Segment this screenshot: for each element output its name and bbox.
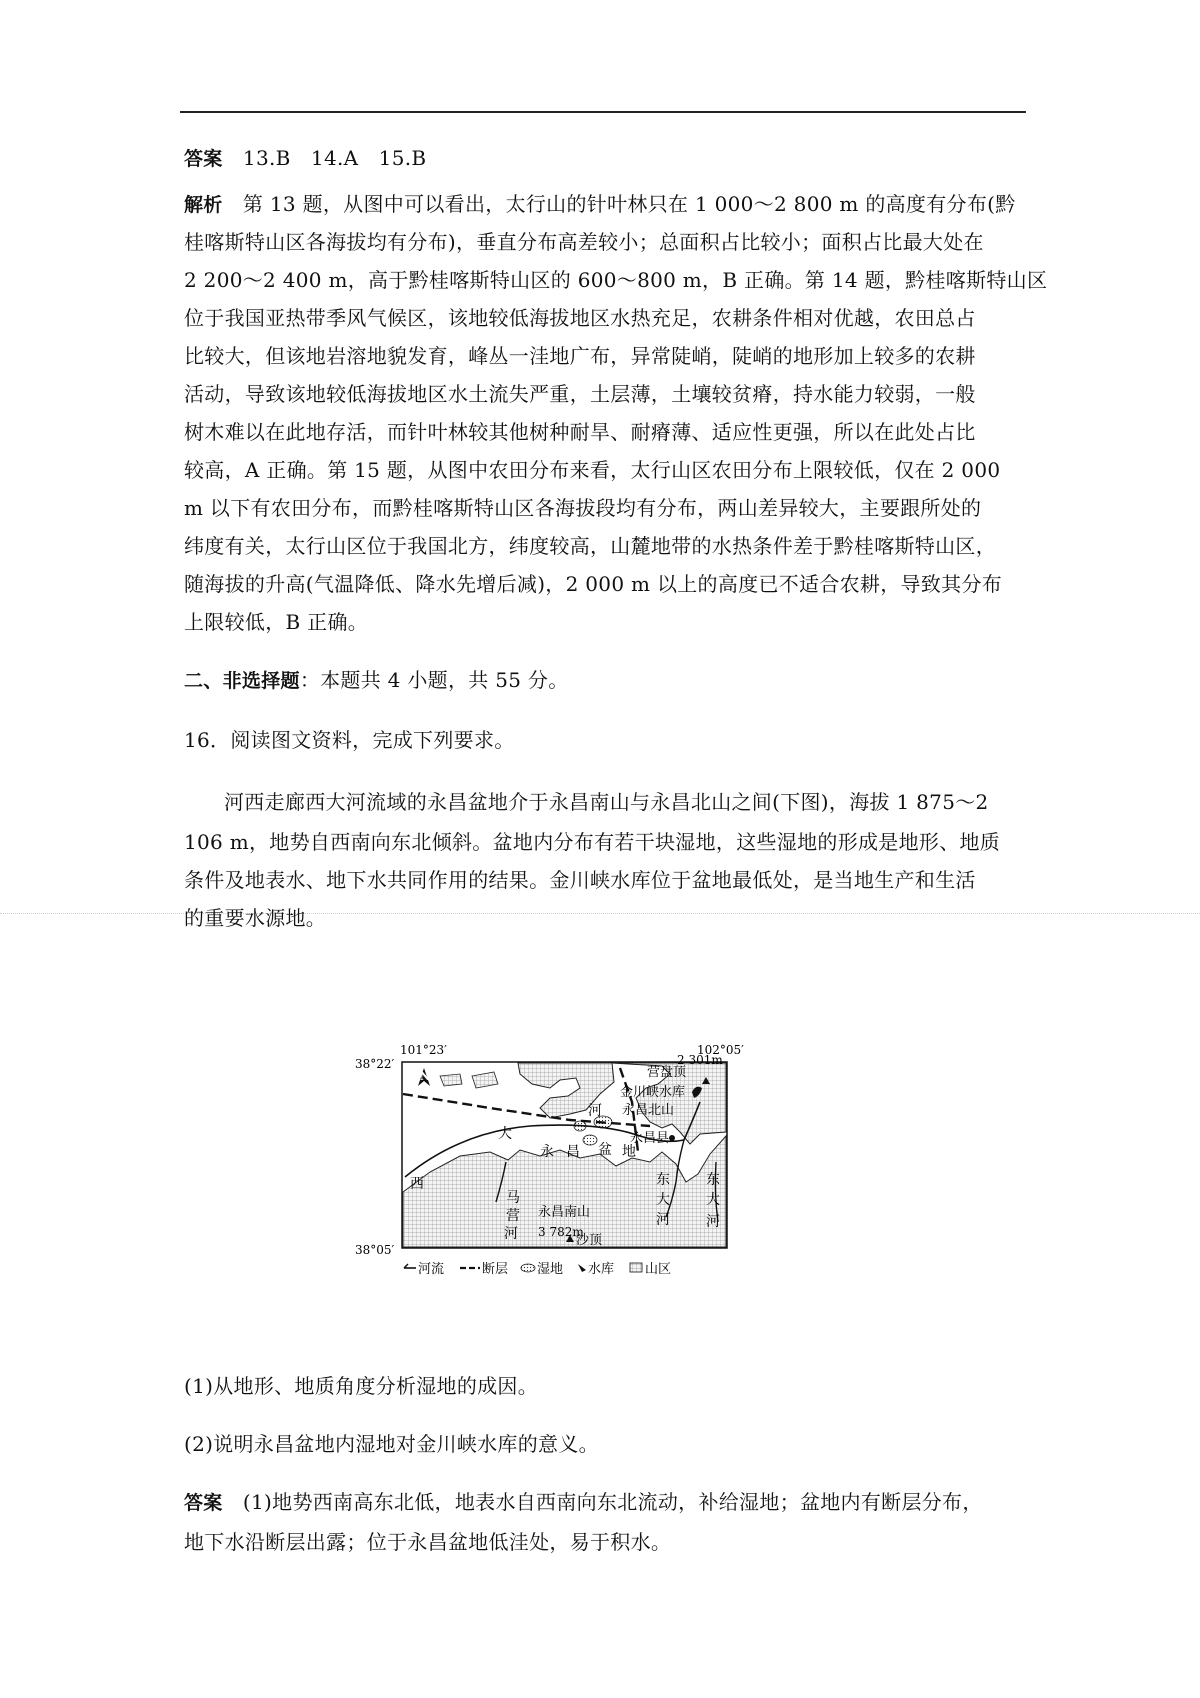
analysis-line-3: 2 200～2 400 m，高于黔桂喀斯特山区的 600～800 m，B 正确。第 14 题，黔桂喀斯特山区 bbox=[184, 268, 1048, 292]
question-1: (1)从地形、地质角度分析湿地的成因。 bbox=[184, 1374, 539, 1398]
map-legend bbox=[404, 1261, 671, 1277]
label-e-da: 大 bbox=[706, 1192, 720, 1208]
legend-fault: 断层 bbox=[482, 1262, 509, 1277]
label-e-dong: 东 bbox=[706, 1172, 720, 1188]
label-di: 地 bbox=[622, 1144, 636, 1160]
passage-line-4: 的重要水源地。 bbox=[184, 906, 327, 930]
label-e-he: 河 bbox=[706, 1214, 720, 1230]
legend-reservoir-icon bbox=[578, 1264, 586, 1272]
analysis-line-8: 较高，A 正确。第 15 题，从图中农田分布来看，太行山区农田分布上限较低，仅在 2 000 bbox=[184, 458, 1001, 482]
legend-river: 河流 bbox=[418, 1262, 445, 1277]
analysis-line-6: 活动，导致该地较低海拔地区水土流失严重，土层薄，土壤较贫瘠，持水能力较弱，一般 bbox=[184, 382, 976, 406]
answer2-line-2: 地下水沿断层出露；位于永昌盆地低洼处，易于积水。 bbox=[184, 1530, 672, 1554]
question-16-title: 16．阅读图文资料，完成下列要求。 bbox=[184, 728, 515, 752]
coord-top-lat: 38°22′ bbox=[355, 1057, 395, 1071]
label-dong-da: 大 bbox=[656, 1192, 670, 1208]
label-yingpanding-elev: 2 301m bbox=[677, 1053, 723, 1067]
label-ma: 马 bbox=[506, 1190, 520, 1206]
label-jinchuanxia: 金川峡水库 bbox=[620, 1085, 686, 1100]
analysis-line-5: 比较大，但该地岩溶地貌发育，峰丛一洼地广布，异常陡峭，陡峭的地形加上较多的农耕 bbox=[184, 344, 976, 368]
header-rule bbox=[180, 111, 1026, 113]
label-shading-elev: 3 782m bbox=[538, 1225, 584, 1239]
answer2-text: (1)地势西南高东北低，地表水自西南向东北流动，补给湿地；盆地内有断层分布， bbox=[242, 1490, 983, 1514]
analysis-line-9: m 以下有农田分布，而黔桂喀斯特山区各海拔段均有分布，两山差异较大，主要跟所处的 bbox=[184, 496, 982, 520]
legend-mountain: 山区 bbox=[645, 1262, 672, 1277]
question-2: (2)说明永昌盆地内湿地对金川峡水库的意义。 bbox=[184, 1432, 599, 1456]
label-xi: 西 bbox=[410, 1176, 424, 1192]
passage-line-1: 河西走廊西大河流域的永昌盆地介于永昌南山与永昌北山之间(下图)，海拔 1 875～2 bbox=[224, 790, 989, 814]
label-chang: 昌 bbox=[566, 1144, 580, 1160]
label-pen: 盆 bbox=[598, 1142, 612, 1158]
label-dong-he: 河 bbox=[656, 1212, 670, 1228]
yongchang-basin-map bbox=[355, 1032, 802, 1300]
legend-wetland-icon bbox=[521, 1264, 535, 1272]
coord-bottom-lat: 38°05′ bbox=[355, 1243, 395, 1257]
coord-right-lon: 102°05′ bbox=[697, 1043, 744, 1057]
passage-line-2: 106 m，地势自西南向东北倾斜。盆地内分布有若干块湿地，这些湿地的形成是地形、地质 bbox=[184, 830, 1001, 854]
coord-left-lon: 101°23′ bbox=[400, 1043, 447, 1057]
analysis-text: 第 13 题，从图中可以看出，太行山的针叶林只在 1 000～2 800 m 的高度有分布(黔 bbox=[242, 192, 1016, 216]
answer-label: 答案 bbox=[184, 148, 223, 170]
analysis-line-2: 桂喀斯特山区各海拔均有分布)，垂直分布高差较小；总面积占比较小；面积占比最大处在 bbox=[184, 230, 984, 254]
label-ying: 营 bbox=[506, 1208, 520, 1224]
analysis-line-11: 随海拔的升高(气温降低、降水先增后减)，2 000 m 以上的高度已不适合农耕，导致其分布 bbox=[184, 572, 1003, 596]
label-he: 河 bbox=[588, 1103, 602, 1119]
page-divider bbox=[0, 913, 1200, 914]
section-text: ：本题共 4 小题，共 55 分。 bbox=[299, 668, 569, 692]
analysis-line-12: 上限较低，B 正确。 bbox=[184, 610, 369, 634]
answer-text: 13.B 14.A 15.B bbox=[242, 146, 427, 170]
label-ma-he: 河 bbox=[504, 1226, 518, 1242]
passage-line-3: 条件及地表水、地下水共同作用的结果。金川峡水库位于盆地最低处，是当地生产和生活 bbox=[184, 868, 976, 892]
analysis-label: 解析 bbox=[184, 194, 223, 216]
legend-reservoir: 水库 bbox=[588, 1262, 615, 1277]
answer2-line-1 bbox=[184, 1490, 983, 1515]
yongchang-county-dot bbox=[669, 1135, 675, 1141]
label-yong: 永 bbox=[540, 1144, 554, 1160]
analysis-line-1 bbox=[184, 192, 1016, 217]
answer-line bbox=[184, 146, 426, 171]
label-da: 大 bbox=[498, 1126, 512, 1142]
north-label: N bbox=[420, 1070, 431, 1083]
analysis-line-4: 位于我国亚热带季风气候区，该地较低海拔地区水热充足，农耕条件相对优越，农田总占 bbox=[184, 306, 976, 330]
label-yongchang-nanshan: 永昌南山 bbox=[538, 1205, 591, 1220]
section-heading bbox=[184, 668, 569, 693]
analysis-line-7: 树木难以在此地存活，而针叶林较其他树种耐旱、耐瘠薄、适应性更强，所以在此处占比 bbox=[184, 420, 976, 444]
label-yongchang-county: 永昌县 bbox=[630, 1131, 670, 1146]
answer2-label: 答案 bbox=[184, 1492, 223, 1514]
legend-mountain-icon bbox=[630, 1263, 642, 1272]
mountain-patch bbox=[440, 1074, 462, 1086]
label-shading: 沙顶 bbox=[576, 1233, 603, 1248]
label-dong: 东 bbox=[656, 1172, 670, 1188]
wetland bbox=[583, 1135, 597, 1145]
analysis-line-10: 纬度有关，太行山区位于我国北方，纬度较高，山麓地带的水热条件差于黔桂喀斯特山区， bbox=[184, 534, 996, 558]
label-yongchang-beishan: 永昌北山 bbox=[622, 1103, 675, 1118]
legend-wetland: 湿地 bbox=[537, 1262, 564, 1277]
section-label: 二、非选择题 bbox=[184, 670, 300, 692]
label-yingpanding: 营盘顶 bbox=[647, 1065, 687, 1080]
